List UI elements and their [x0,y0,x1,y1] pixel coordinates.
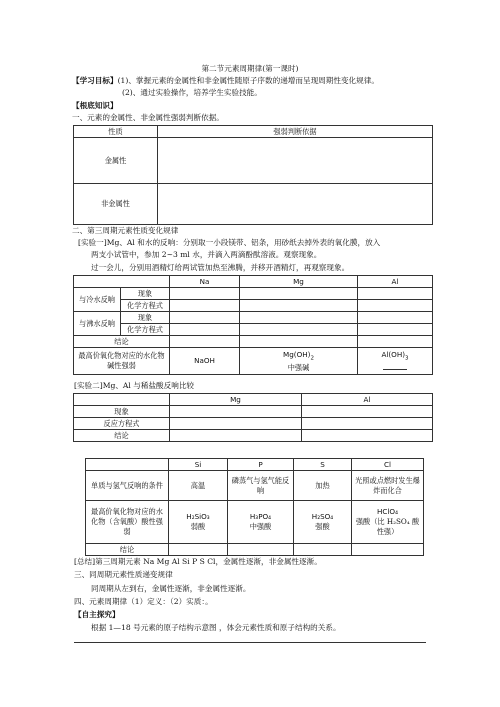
goals-item-2: (2)、通过实验操作，培养学生实验技能。 [122,88,262,97]
table3-row-phenomenon: 现象 [74,406,170,418]
section-1-heading: 一、元素的金属性、非金属性强弱判断依据。 [72,113,224,122]
table4-corner [86,459,169,471]
table2-aloh-blank [383,363,407,370]
table4-row1-s: 加热 [294,471,352,501]
answer-line [74,642,426,643]
table4-row1-p: 磷蒸气与氢气能反响 [228,471,294,501]
table2-header-na: Na [170,276,240,288]
table2-header-mg: Mg [240,276,358,288]
goals-block [72,75,379,86]
explore-line: 根据 1—18 号元素的原子结构示意图 ，体会元素性质和原子结构的关系。 [91,623,341,632]
table4-header-si: Si [169,459,228,471]
table1-header-property: 性质 [74,126,158,138]
table2-mgoh-cell: $Mg(OH)_2$ 中强碱 [240,348,358,375]
experiment-1-line-2: 两支小试管中，参加 2~3 ml 水，并滴入两滴酚酞溶液。观察现象。 [91,250,322,259]
goals-label: 【学习目标】 [72,76,118,85]
table4-row1-cl: 光照或点燃时发生爆炸而化合 [352,471,424,501]
explore-label: 【自主探究】 [74,610,120,619]
table2-phenomenon: 现象 [121,288,170,300]
mg-al-acid-table [73,393,433,442]
experiment-1-line-1: [实验一]Mg、Al 和水的反响：分别取一小段镁带、铝条，用砂纸去掉外表的氧化膜，放入 [78,238,381,247]
table2-hydroxide-label: 最高价氧化物对应的水化物碱性强弱 [74,348,170,375]
table4-row1-label: 单质与氢气反响的条件 [86,471,169,501]
section-3-heading: 三、同周期元素性质递变规律 [74,570,173,579]
table2-cold-water: 与冷水反响 [74,288,121,312]
table2-phenomenon: 现象 [121,312,170,324]
si-p-s-cl-table [85,458,424,556]
table1-row-nonmetallic: 非金属性 [74,184,158,225]
table1-cell-empty [158,138,433,184]
table2-header-al: Al [358,276,433,288]
section-3-line: 同周期从左到右，金属性逐渐，非金属性逐渐。 [91,584,251,593]
table4-row2-s: H₂SO₄ 强酸 [294,501,352,544]
goals-item-1: (1)、掌握元素的金属性和非金属性随原子序数的递增而呈现周期性变化规律。 [117,76,379,85]
section-4-heading: 四、元素周期律（1）定义：（2）实质：。 [74,597,213,606]
experiment-1-line-3: 过一会儿，分别用酒精灯给两试管加热至沸腾，并移开酒精灯，再观察现象。 [91,263,350,272]
table4-header-p: P [228,459,294,471]
table2-aloh: Al(OH) [381,349,406,359]
na-mg-al-water-table [73,275,433,375]
table4-row3-label: 结论 [86,544,169,556]
table4-header-cl: Cl [352,459,424,471]
experiment-2-heading: [实验二]Mg、Al 与稀盐酸反响比较 [74,381,195,390]
section-2-heading: 二、第三周期元素性质变化规律 [72,226,179,235]
table2-mgoh-note: 中强碱 [287,362,310,372]
table2-naoh: NaOH [170,348,240,375]
table1-row-metallic: 金属性 [74,138,158,184]
table2-aloh-cell: $Al(OH)_3$ [358,348,433,375]
table2-corner [74,276,170,288]
table2-mgoh: Mg(OH) [283,349,311,359]
table4-row2-si: H₂SiO₃ 弱酸 [169,501,228,544]
judgement-basis-table [73,125,433,225]
basics-label: 【根底知识】 [72,101,118,110]
table2-equation: 化学方程式 [121,324,170,336]
table2-equation: 化学方程式 [121,300,170,312]
table3-header-mg: Mg [170,394,302,406]
table3-row-conclusion: 结论 [74,430,170,442]
table2-hot-water: 与沸水反响 [74,312,121,336]
table1-cell-empty [158,184,433,225]
table2-conclusion: 结论 [74,336,170,348]
page-title: 第二节元素周期律(第一课时) [201,64,299,73]
table4-row2-cl: HClO₄ 强酸（比 H₂SO₄ 酸性强） [352,501,424,544]
summary-line: [总结]第三周期元素 Na Mg Al Si P S Cl，金属性逐渐，非金属性逐渐。 [74,557,322,566]
table3-row-equation: 反应方程式 [74,418,170,430]
table4-row2-label: 最高价氧化物对应的水化物（含氧酸）酸性强弱 [86,501,169,544]
table4-header-s: S [294,459,352,471]
table3-header-al: Al [302,394,433,406]
table3-corner [74,394,170,406]
table4-row1-si: 高温 [169,471,228,501]
table4-row2-p: H₃PO₄ 中强酸 [228,501,294,544]
table1-header-basis: 强弱判断依据 [158,126,433,138]
